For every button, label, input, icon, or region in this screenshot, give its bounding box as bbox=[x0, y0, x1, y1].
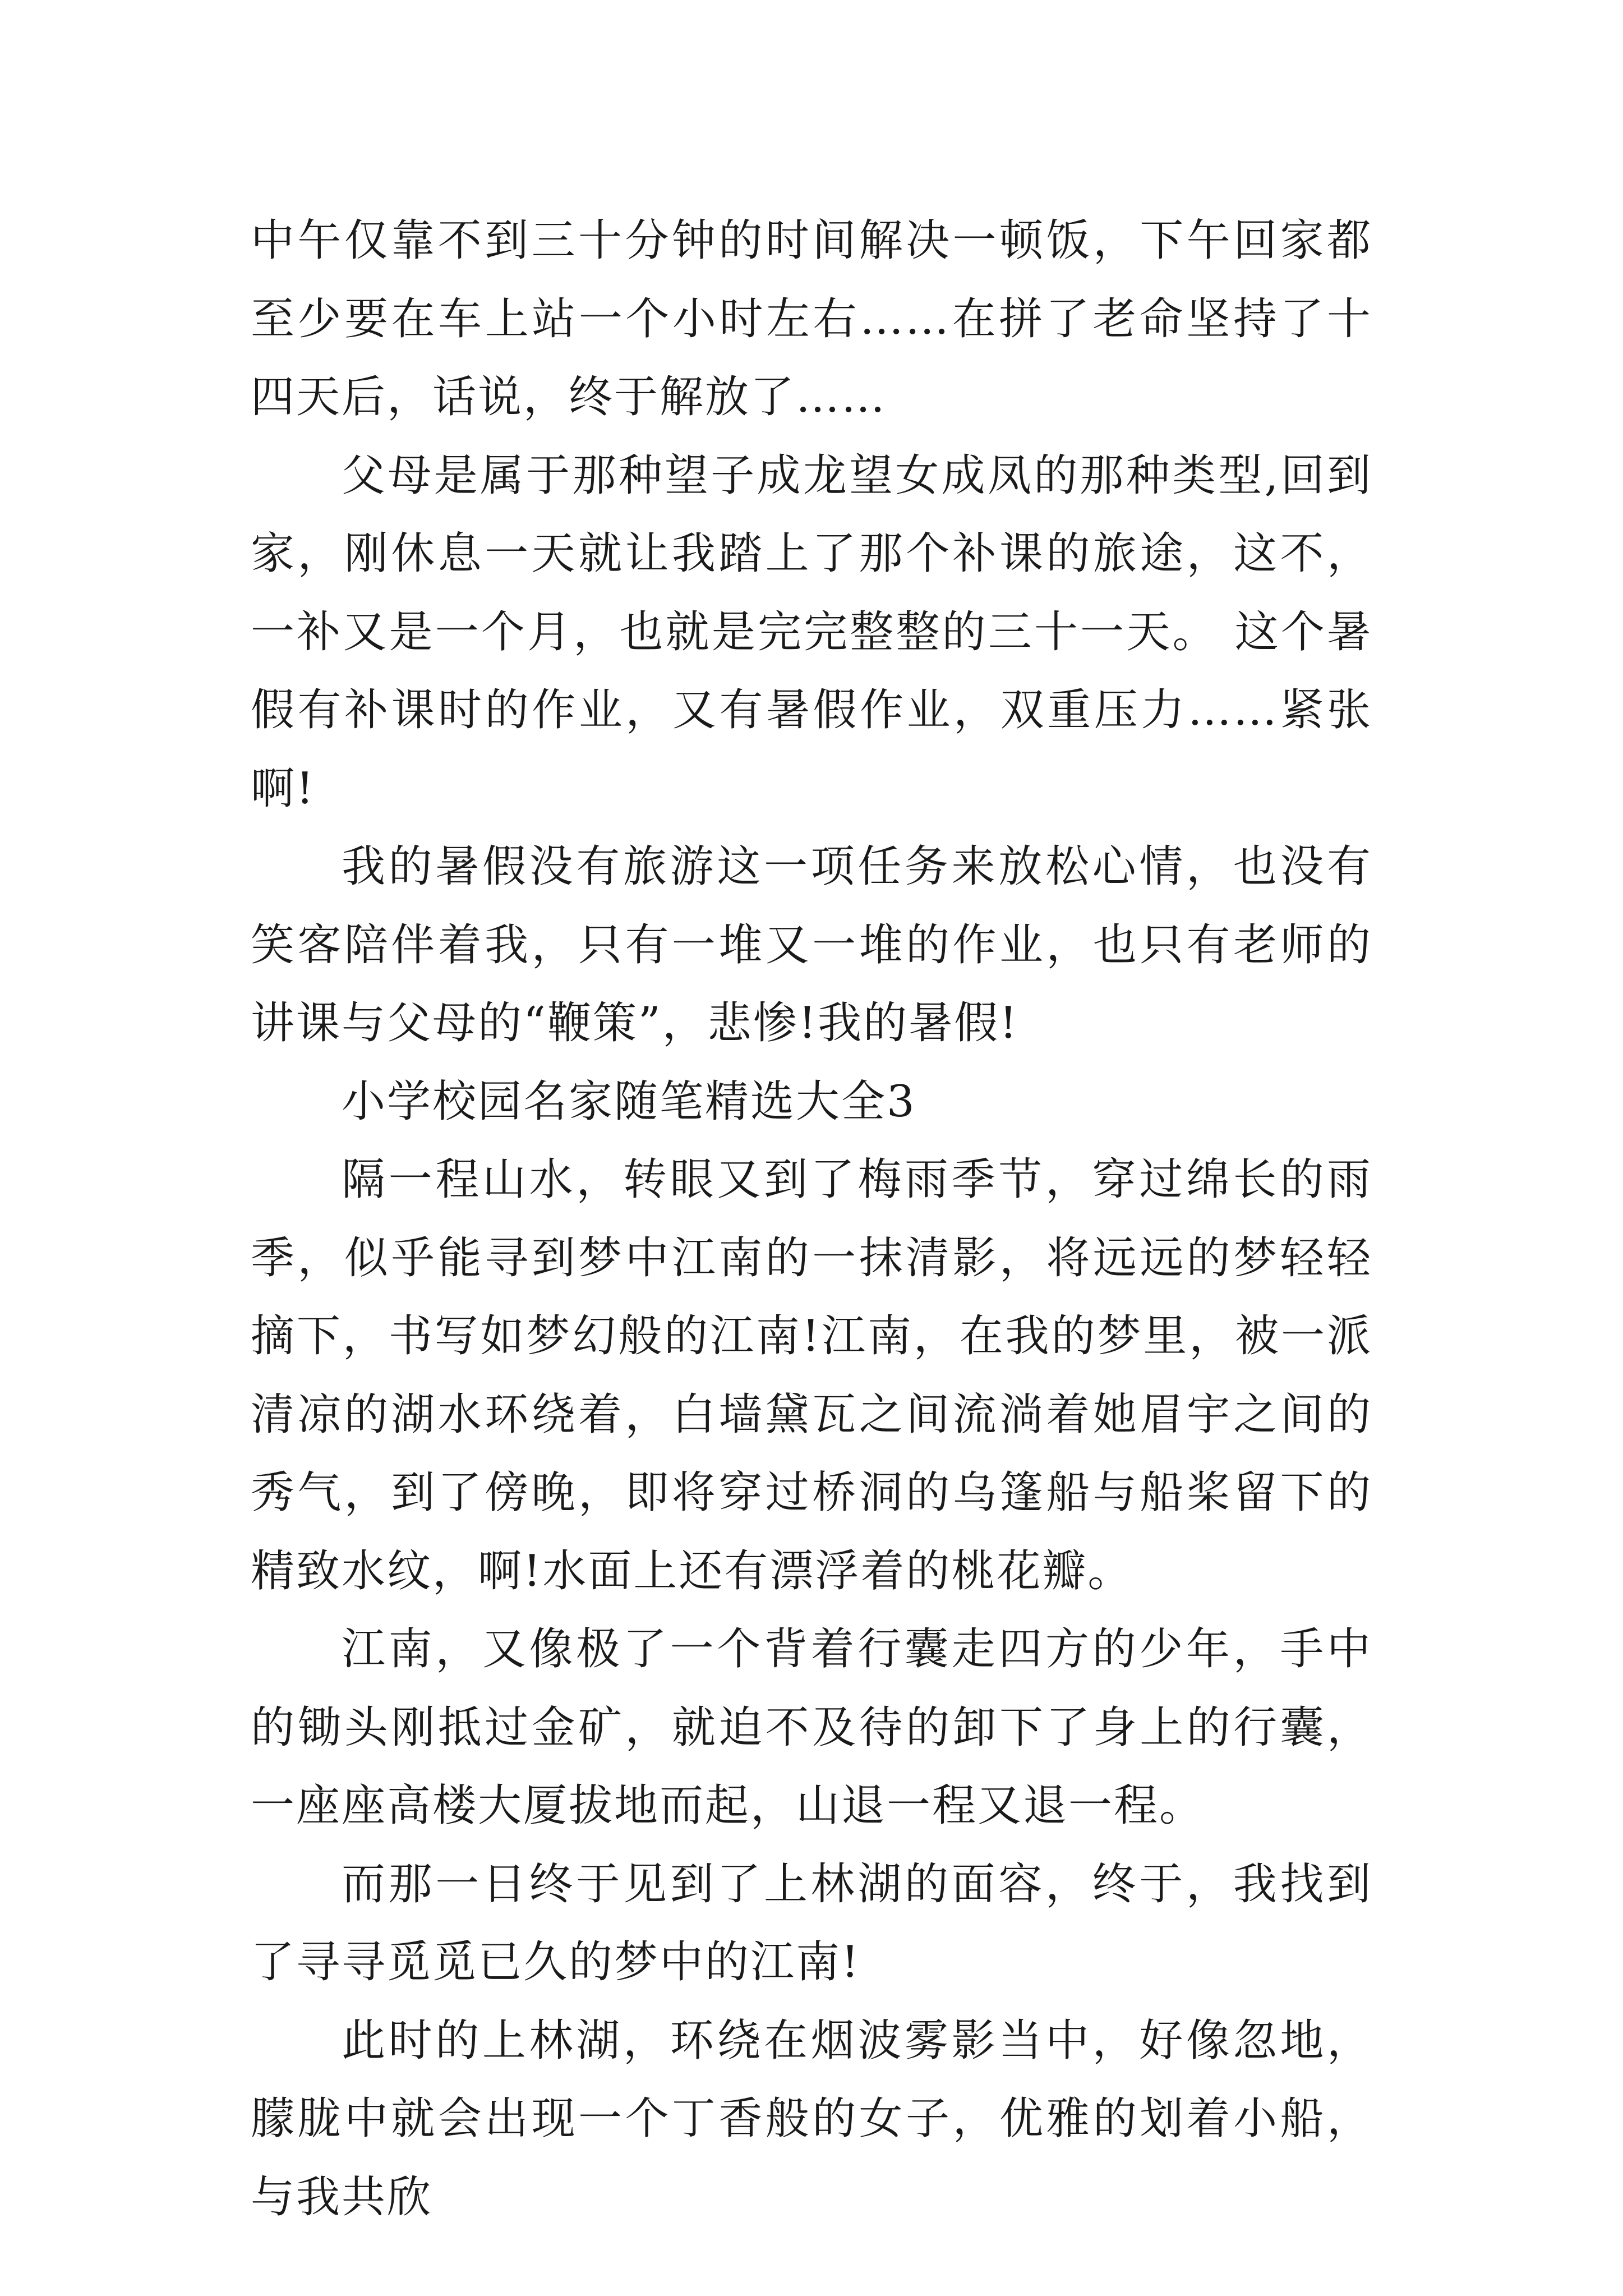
paragraph-shanglin-lake: 而那一日终于见到了上林湖的面容，终于，我找到了寻寻觅觅已久的梦中的江南! bbox=[251, 1858, 1372, 1987]
paragraph-jiangnan-rain: 隔一程山水，转眼又到了梅雨季节，穿过绵长的雨季，似乎能寻到梦中江南的一抹清影，将远远的梦轻轻摘下，书写如梦幻般的江南!江南，在我的梦里，被一派清凉的湖水环绕着，白墙黛瓦之间流淌着她眉宇之间的秀气，到了傍晚，即将穿过桥洞的乌篷船与船桨留下的精致水纹，啊!水面上还有漂浮着的桃花瓣。 bbox=[251, 1154, 1372, 1596]
paragraph-parents-tutoring: 父母是属于那种望子成龙望女成凤的那种类型,回到家，刚休息一天就让我踏上了那个补课的旅途，这不，一补又是一个月，也就是完完整整的三十一天。 这个暑假有补课时的作业，又有暑假作业，双重压力……紧张啊! bbox=[251, 450, 1372, 814]
paragraph-summer-homework: 我的暑假没有旅游这一项任务来放松心情，也没有笑客陪伴着我，只有一堆又一堆的作业，也只有老师的讲课与父母的“鞭策”，悲惨!我的暑假! bbox=[251, 841, 1372, 1048]
document-page bbox=[251, 202, 1372, 2237]
paragraph-lake-mist: 此时的上林湖，环绕在烟波雾影当中，好像忽地，朦胧中就会出现一个丁香般的女子，优雅的划着小船，与我共欣 bbox=[251, 2015, 1372, 2223]
paragraph-jiangnan-youth: 江南，又像极了一个背着行囊走四方的少年，手中的锄头刚抵过金矿，就迫不及待的卸下了身上的行囊，一座座高楼大厦拔地而起，山退一程又退一程。 bbox=[251, 1624, 1372, 1831]
section-heading: 小学校园名家随笔精选大全3 bbox=[342, 1076, 916, 1127]
paragraph-continuation: 中午仅靠不到三十分钟的时间解决一顿饭，下午回家都至少要在车上站一个小时左右……在拼了老命坚持了十四天后，话说，终于解放了…… bbox=[251, 215, 1372, 422]
